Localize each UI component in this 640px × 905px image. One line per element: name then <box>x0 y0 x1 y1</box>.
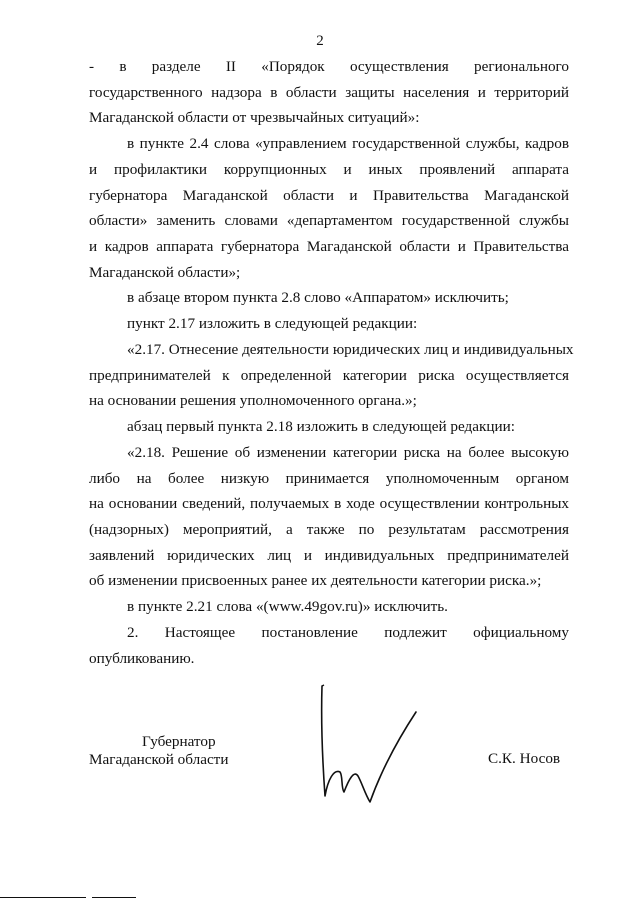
body-line: либо на более низкую принимается уполномоченным органом <box>89 470 569 487</box>
body-line: об изменении присвоенных ранее их деятельности категории риска.»; <box>89 572 542 589</box>
body-line: области» заменить словами «департаментом государственной службы <box>89 212 569 229</box>
body-line: 2. Настоящее постановление подлежит официальному <box>127 624 569 641</box>
body-line: абзац первый пункта 2.18 изложить в следующей редакции: <box>127 418 515 435</box>
body-line: губернатора Магаданской области и Правительства Магаданской <box>89 187 569 204</box>
body-line: в пункте 2.4 слова «управлением государственной службы, кадров <box>127 135 569 152</box>
body-line: - в разделе II «Порядок осуществления регионального <box>89 58 569 75</box>
body-line: заявлений юридических лиц и индивидуальных предпринимателей <box>89 547 569 564</box>
body-line: Магаданской области от чрезвычайных ситуаций»: <box>89 109 420 126</box>
body-line: (надзорных) мероприятий, а также по результатам рассмотрения <box>89 521 569 538</box>
body-line: в абзаце втором пункта 2.8 слово «Аппаратом» исключить; <box>127 289 509 306</box>
body-line: «2.17. Отнесение деятельности юридических лиц и индивидуальных <box>127 341 574 358</box>
signatory-title: Губернатор <box>142 733 216 750</box>
body-line: предпринимателей к определенной категории риска осуществляется <box>89 367 569 384</box>
body-line: Магаданской области»; <box>89 264 241 281</box>
footer-rule <box>92 897 136 898</box>
body-line: на основании решения уполномоченного органа.»; <box>89 392 417 409</box>
body-line: и кадров аппарата губернатора Магаданской области и Правительства <box>89 238 569 255</box>
page-number: 2 <box>316 33 324 49</box>
handwritten-signature <box>310 684 420 809</box>
body-line: опубликованию. <box>89 650 195 667</box>
signatory-name: С.К. Носов <box>488 750 561 767</box>
body-line: пункт 2.17 изложить в следующей редакции: <box>127 315 418 332</box>
body-line: в пункте 2.21 слова «(www.49gov.ru)» исключить. <box>127 598 448 615</box>
body-line: и профилактики коррупционных и иных проявлений аппарата <box>89 161 569 178</box>
body-line: «2.18. Решение об изменении категории риска на более высокую <box>127 444 569 461</box>
body-line: на основании сведений, получаемых в ходе осуществлении контрольных <box>89 495 569 512</box>
signatory-title: Магаданской области <box>89 751 229 768</box>
body-line: государственного надзора в области защиты населения и территорий <box>89 84 569 101</box>
footer-rule <box>0 897 86 898</box>
